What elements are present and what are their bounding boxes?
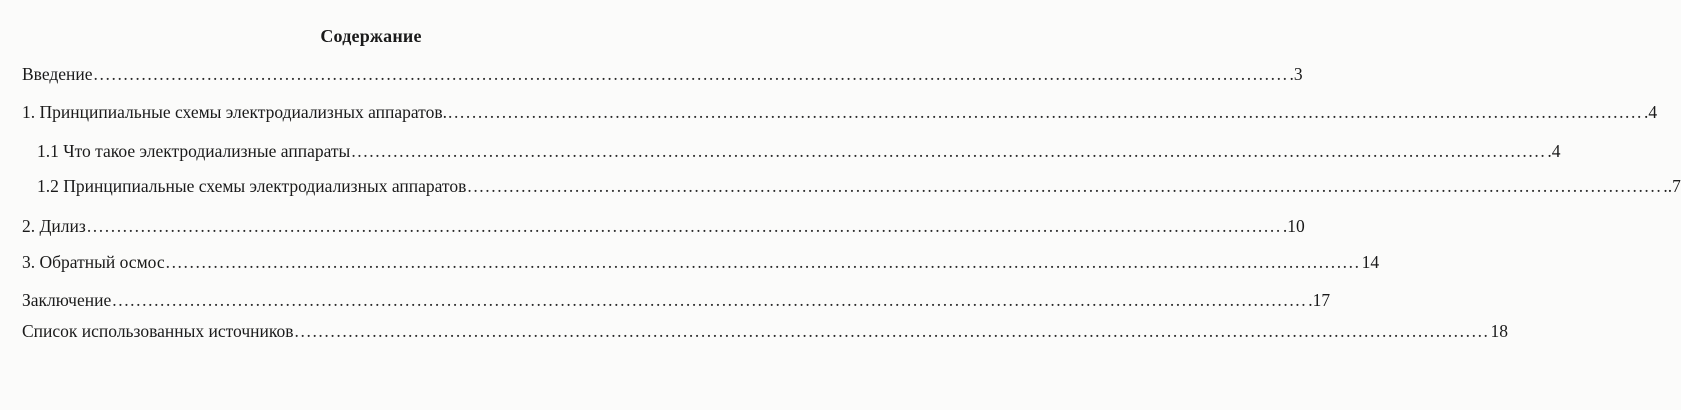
- toc-entry-references: [22, 320, 1509, 342]
- toc-entry-chapter-2: [22, 215, 1305, 237]
- toc-entry-page: .3: [1289, 64, 1303, 84]
- dot-leader: ........................................................................................................................................................................................................: [467, 176, 1663, 196]
- toc-entry-label: Введение: [22, 64, 93, 84]
- toc-entry-conclusion: [22, 289, 1331, 311]
- toc-entry-label: 1.1 Что такое электродиализные аппараты: [37, 141, 351, 161]
- toc-entry-chapter-1: [22, 101, 1658, 123]
- toc-entry-page: .10: [1282, 216, 1305, 236]
- toc-entry-label: 2. Дилиз: [22, 216, 86, 236]
- toc-entry-page: .17: [1308, 290, 1331, 310]
- toc-entry-page: 18: [1490, 321, 1509, 341]
- toc-entry-label: 1. Принципиальные схемы электродиализных аппаратов.: [22, 102, 447, 122]
- dot-leader: ........................................................................................................................................................................................................: [165, 252, 1361, 272]
- toc-entry-page: ..7: [1663, 176, 1681, 196]
- toc-entry-introduction: [22, 63, 1303, 85]
- dot-leader: ........................................................................................................................................................................................................: [93, 64, 1289, 84]
- toc-entry-label: 1.2 Принципиальные схемы электродиализных аппаратов: [37, 176, 467, 196]
- dot-leader: ........................................................................................................................................................................................................: [86, 216, 1282, 236]
- toc-title: Содержание: [320, 26, 422, 46]
- dot-leader: ........................................................................................................................................................................................................: [447, 102, 1643, 122]
- dot-leader: ........................................................................................................................................................................................................: [112, 290, 1308, 310]
- toc-entry-section-1-1: [37, 140, 1561, 162]
- toc-entry-label: Список использованных источников: [22, 321, 294, 341]
- toc-entry-section-1-2: [37, 175, 1681, 197]
- toc-entry-label: Заключение: [22, 290, 112, 310]
- dot-leader: ........................................................................................................................................................................................................: [294, 321, 1490, 341]
- dot-leader: ........................................................................................................................................................................................................: [351, 141, 1547, 161]
- toc-entry-page: .4: [1643, 102, 1658, 122]
- toc-entry-label: 3. Обратный осмос: [22, 252, 165, 272]
- toc-entry-chapter-3: [22, 251, 1380, 273]
- toc-entry-page: 14: [1361, 252, 1380, 272]
- toc-entry-page: .4: [1547, 141, 1561, 161]
